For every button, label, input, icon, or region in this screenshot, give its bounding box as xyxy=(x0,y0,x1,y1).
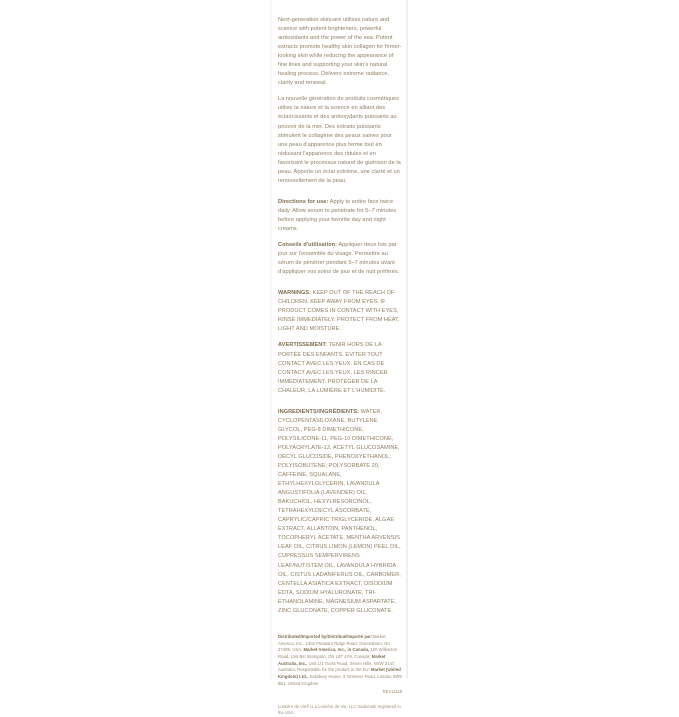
directions-french-body: Appliquer deux fois par jour sur l'ensemble du visage. Permettre au sérum de pénétrer pendant 5–7 minutes avant d'appliquer vos soins de jour et de nuit préférés. xyxy=(278,242,400,276)
ingredients-heading: INGREDIENTS/INGRÉDIENTS: xyxy=(278,408,360,415)
distributor-body-2: 100 Wilkinson Road, Unit B8, Brampton, ON L6T 4Y9, Canada; xyxy=(278,647,398,659)
description-french: La nouvelle génération de produits cosmétiques utilise la nature et la science en alliant des éclaircissants et des antioxydants puissants au pouvoir de la mer. Des extraits puissants stimulent le collagène des peaux saines pour une peau d'apparence plus ferme tout en réduisant l'apparence des ridules et en favorisant le processus naturel de guérison de la peau. Apporte un éclat extrême, une clarté et un renouvellement de la peau. xyxy=(278,96,401,184)
warnings-french-heading: AVERTISSEMENT: xyxy=(278,342,328,349)
distributor-section xyxy=(278,634,402,694)
distributor-heading: Distributed/Imported by/Distribué/Importé par: xyxy=(278,633,373,639)
warnings-english-heading: WARNINGS: xyxy=(278,290,312,297)
directions-english xyxy=(278,198,402,234)
directions-english-body: Apply to entire face twice daily. Allow serum to penetrate for 5–7 minutes before applying your favorite day and night creams. xyxy=(278,198,397,232)
ingredients-section xyxy=(278,408,402,616)
distributor-body-1: Market America, Inc., 1302 Pleasant Ridge Road, Greensboro, NC 27409, USA; xyxy=(278,633,391,653)
warnings-french-body: TENIR HORS DE LA PORTÉE DES ENFANTS. EVITER TOUT CONTACT AVEC LES YEUX. EN CAS DE CONTACT AVEC LES YEUX, LES RINCER IMMÉDIATEMENT. PROTÉGER DE LA CHALEUR, LA LUMIÈRE ET L'HUMIDITÉ. xyxy=(278,342,388,394)
distributor-australia: Market Australia, Inc., xyxy=(278,653,386,666)
revision-code: REV11118 xyxy=(382,688,402,694)
warnings-english-body: KEEP OUT OF THE REACH OF CHILDREN. KEEP AWAY FROM EYES. IF PRODUCT COMES IN CONTACT WITH EYES, RINSE IMMEDIATELY. PROTECT FROM HEAT, LIGHT AND MOISTURE. xyxy=(278,290,400,333)
description-english: Next-generation skincare utilizes nature and science with potent brighteners, powerful antioxidants and the power of the sea. Potent extracts promote healthy skin collagen for firmer-looking skin while reducing the appearance of fine lines and supporting your skin's natural healing process. Delivers extreme radiance, clarity and renewal. xyxy=(278,17,402,87)
directions-french-heading: Conseils d'utilisation: xyxy=(278,242,338,249)
distributor-body-4: Salisbury House, 5 Orsemer Road, London SW9 6EJ, United Kingdom xyxy=(278,674,402,686)
distributor-body-3: Unit 1/1 Tucks Road, Seven Hills, NSW 2147, Australia; Responsible for the product in the EU: xyxy=(278,660,396,673)
distributor-text xyxy=(278,634,402,688)
directions-english-heading: Directions for use: xyxy=(278,198,329,205)
distributor-eu: Market (United Kingdom) Ltd., xyxy=(278,667,401,680)
warnings-section xyxy=(278,289,402,396)
product-label-panel xyxy=(272,0,406,716)
warnings-french xyxy=(278,341,402,395)
ingredients-list xyxy=(278,408,402,616)
trademark-section xyxy=(278,704,402,717)
label-text-column xyxy=(272,16,406,717)
directions-french xyxy=(278,241,402,277)
trademark-text: Lumière de Vie® is a Lumière de Vie, LLC trademark registered in the USA. xyxy=(278,703,401,716)
distributor-canada: Market America, Inc., in Canada, xyxy=(303,647,370,653)
ingredients-body: WATER, CYCLOPENTASILOXANE, BUTYLENE GLYCOL, PEG-8 DIMETHICONE, POLYSILICONE-11, PEG-10 DIMETHICONE, POLYACRYLATE-13, ACETYL GLUCOSAMINE, DECYL GLUCOSIDE, PHENOXYETHANOL, POLYISOBUTENE, POLYSORBATE 20, CAFFEINE, SQUALANE, ETHYLHEXYLGLYCERIN, LAVANDULA ANGUSTIFOLIA (LAVENDER) OIL, BAKUCHIOL, HEXYLRESORCINOL, TETRAHEXYLDECYL ASCORBATE, CAPRYLIC/CAPRIC TRIGLYCERIDE, ALGAE EXTRACT, ALLANTOIN, PANTHENOL, TOCOPHERYL ACETATE, MENTHA ARVENSIS LEAF OIL, CITRUS LIMON (LEMON) PEEL OIL, CUPRESSUS SEMPERVIRENS LEAF/NUT/STEM OIL, LAVANDULA HYBRIDA OIL, CISTUS LADANIFERUS OIL, CARBOMER, CENTELLA ASIATICA EXTRACT, DISODIUM EDTA, SODIUM HYALURONATE, TRI-ETHANOLAMINE, MAGNESIUM ASPARTATE, ZINC GLUCONATE, COPPER GLUCONATE. xyxy=(278,408,401,614)
warnings-english xyxy=(278,289,402,334)
